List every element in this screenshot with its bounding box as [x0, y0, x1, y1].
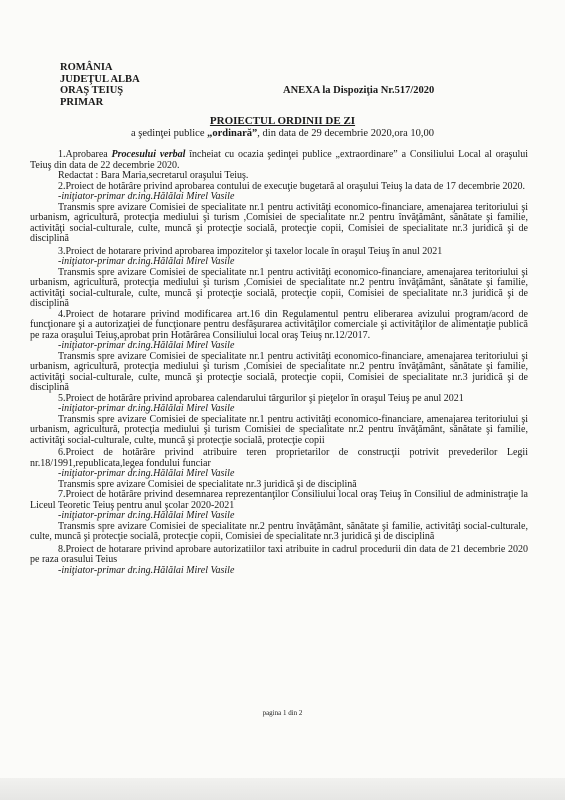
agenda-paragraph: Transmis spre avizare Comisiei de specialitate nr.1 pentru activităţi economico-financiare, amenajarea teritoriului şi urbanism, agricultură, protecţia mediului şi turism ,Comisiei de specialitate nr.2 pentru învăţământ, sănătate şi familie, activităţi social-culturale, culte, muncă şi protecţie socială, protecţie copii, Comisiei de specialitate nr.3 juridică şi de disciplină	[30, 266, 528, 309]
header-line-town: ORAŞ TEIUŞ	[60, 85, 124, 96]
agenda-paragraph: -iniţiator-primar dr.ing.Hălălai Mirel Vasile	[58, 340, 235, 351]
agenda-paragraph: Transmis spre avizare Comisiei de specialitate nr.2 pentru învăţământ, sănătate şi familie, activităţi social-culturale, culte, muncă şi protecţie socială, protecţie copii, Comisiei de specialitate nr.3 juridică şi de disciplină	[30, 520, 528, 542]
issuer-header	[60, 62, 140, 108]
agenda-paragraph: -iniţiator-primar dr.ing.Hălălai Mirel Vasile	[58, 403, 235, 414]
agenda-paragraph: Redactat : Bara Maria,secretarul oraşului Teiuş.	[58, 170, 249, 181]
agenda-paragraph: Transmis spre avizare Comisiei de specialitate nr.3 juridică şi de disciplină	[58, 478, 357, 490]
agenda-paragraph: -iniţiator-primar dr.ing.Hălălai Mirel Vasile	[58, 191, 235, 202]
agenda-paragraph: 3.Proiect de hotarare privind aprobarea impozitelor şi taxelor locale în oraşul Teiuş în anul 2021	[58, 245, 443, 257]
subtitle-prefix: a şedinţei publice	[131, 128, 208, 139]
agenda-paragraph: 8.Proiect de hotarare privind aprobare autorizatiilor taxi atribuite in cadrul procedurii din data de 21 decembrie 2020 pe raza orasului Teius	[30, 543, 528, 565]
agenda-paragraph: -iniţiator-primar dr.ing.Hălălai Mirel Vasile	[58, 256, 235, 267]
subtitle-suffix: , din data de 29 decembrie 2020,ora 10,00	[257, 128, 434, 139]
agenda-paragraph: -iniţiator-primar dr.ing.Hălălai Mirel Vasile	[58, 510, 235, 521]
agenda-paragraph: 7.Proiect de hotărâre privind desemnarea reprezentanţilor Consiliului local oraş Teiuş în Consiliul de administraţie la Liceul Teoretic Teiuş pentru anul şcolar 2020-2021	[30, 489, 528, 511]
document-title: PROIECTUL ORDINII DE ZI	[209, 115, 356, 127]
agenda-paragraph: 5.Proiect de hotărâre privind aprobarea calendarului târgurilor şi pieţelor în oraşul Teiuş pe anul 2021	[58, 392, 464, 404]
agenda-paragraph: -iniţiator-primar dr.ing.Hălălai Mirel Vasile	[58, 468, 235, 479]
agenda-paragraph: Transmis spre avizare Comisiei de specialitate nr.1 pentru activităţi economico-financiare, amenajarea teritoriului şi urbanism, agricultură, protecţia mediului şi turism ,Comisiei de specialitate nr.2 pentru învăţământ, sănătate şi familie, activităţi social-culturale, culte, muncă şi protecţie socială, protecţie copii, Comisiei de specialitate nr.3 juridică şi de disciplină	[30, 350, 528, 393]
page-number: pagina 1 din 2	[262, 709, 303, 717]
agenda-paragraph: -iniţiator-primar dr.ing.Hălălai Mirel Vasile	[58, 564, 235, 576]
scan-edge	[0, 778, 565, 800]
annex-reference: ANEXA la Dispoziţia Nr.517/2020	[283, 85, 435, 96]
minutes-emphasis: Procesului verbal	[111, 149, 186, 160]
agenda-paragraph: 1.Aprobarea Procesului verbal încheiat cu ocazia şedinţei publice „extraordinare” a Consiliului Local al oraşului Teiuş din data de 22 decembrie 2020.	[30, 149, 529, 171]
agenda-paragraph: Transmis spre avizare Comisiei de specialitate nr.1 pentru activităţi economico-financiare, amenajarea teritoriului şi urbanism, agricultură, protecţia mediului şi turism ,Comisiei de specialitate nr.2 pentru învăţământ, sănătate şi familie, activităţi social-culturale, culte, muncă şi protecţie socială, protecţie copii, Comisiei de specialitate nr.3 juridică şi de disciplină	[30, 201, 528, 244]
header-line-country: ROMÂNIA	[60, 62, 113, 73]
agenda-paragraph: 2.Proiect de hotărâre privind aprobarea contului de execuţie bugetară al oraşului Teiuş la data de 17 decembrie 2020.	[58, 180, 525, 192]
subtitle-session-type: „ordinară”	[207, 128, 258, 139]
document-subtitle	[0, 128, 565, 139]
header-line-office: PRIMAR	[60, 96, 104, 108]
header-line-county: JUDEŢUL ALBA	[60, 73, 140, 85]
agenda-paragraph: 6.Proiect de hotărâre privind atribuire teren proprietarilor de construcţii potrivit prevederilor Legii nr.18/1991,republicata,legea fondului funciar	[30, 447, 528, 469]
agenda-body	[30, 150, 528, 576]
agenda-paragraph: Transmis spre avizare Comisiei de specialitate nr.1 pentru activităţi economico-financiare, amenajarea teritoriului şi urbanism, agricultură, protecţia mediului şi turism Comisiei de specialitate nr.2 pentru învăţământ, sănătate şi familie, activităţi social-culturale, culte, muncă şi protecţie socială, protecţie copii	[30, 413, 528, 446]
agenda-paragraph: 4.Proiect de hotarare privind modificarea art.16 din Regulamentul pentru eliberarea avizului program/acord de funcţionare şi a autorizaţiei de funcţionare pentru desfăşurarea activităţilor comerciale şi activităţilor de alimentaţie publică pe raza oraşului Teiuş,aprobat prin Hotărârea Consiliului local oraş Teiuş nr.12/2017.	[30, 308, 528, 341]
